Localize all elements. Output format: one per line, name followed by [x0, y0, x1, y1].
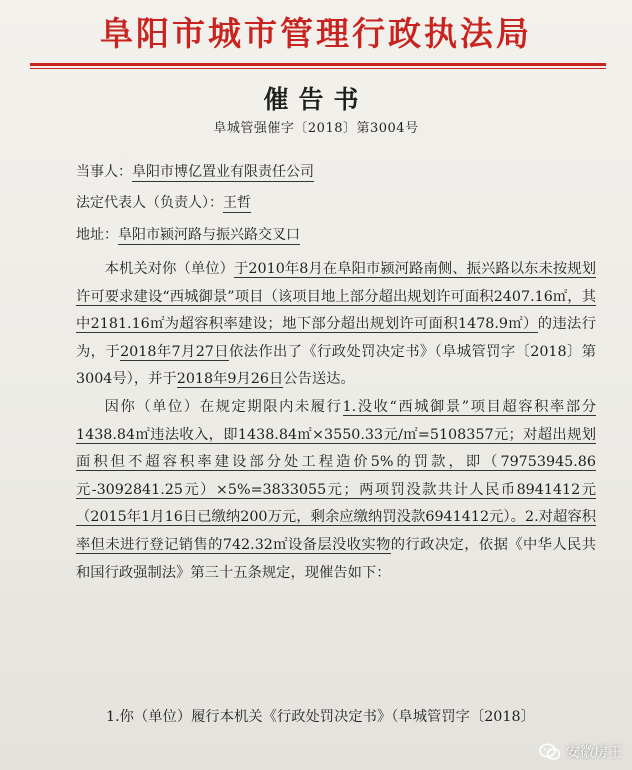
p1-notice-date: 2018年9月26日 [176, 371, 284, 388]
paragraph-1 [76, 256, 596, 394]
address-field [76, 224, 300, 244]
document-title: 催告书 [263, 85, 369, 114]
document-body [76, 256, 596, 587]
p1-text-b: 的违法行为，于 [76, 316, 596, 360]
party-value: 阜阳市博亿置业有限责任公司 [132, 164, 314, 180]
p2-text-a: 因你（单位）在规定期限内未履行 [104, 398, 343, 415]
party-field [76, 161, 314, 181]
address-value: 阜阳市颍河路与振兴路交叉口 [118, 227, 300, 243]
party-label: 当事人： [76, 164, 132, 180]
representative-field [76, 192, 251, 212]
p1-decision-date: 2018年7月27日 [120, 343, 229, 360]
p1-text-a: 本机关对你（单位） [104, 261, 235, 277]
p1-text-c: 依法作出了《行政处罚决定书》（阜城管罚字〔2018〕第3004号），并于 [76, 343, 596, 388]
wechat-icon [539, 743, 561, 761]
demand-item-1: 1.你（单位）履行本机关《行政处罚决定书》（阜城管罚字〔2018〕 [106, 709, 535, 725]
agency-header: 阜阳市城市管理行政执法局 [100, 14, 532, 53]
watermark-text: 安徽房王 [566, 745, 622, 761]
p2-text-b: 的行政决定，依据《中华人民共和国行政强制法》第三十五条规定，现催告如下： [76, 536, 597, 581]
p2-penalty-details: 1.没收“西城御景”项目超容积率部分1438.84㎡违法收入，即1438.84㎡×3550.33元/㎡=5108357元；对超出规划面积但不超容积率建设部分处工程造价5%的罚款，即（79753945.86元-3092841.25元）×5%=3833055元；两项罚没款共计人民币8941412元（2015年1月16日已缴纳200万元，剩余应缴纳罚没款6941412元）。2.对超容积率但未进行登记销售的742.32㎡设备层没收实物 [76, 398, 596, 553]
document-number: 阜城管强催字〔2018〕第3004号 [213, 121, 419, 136]
p1-text-d: 公告送达。 [283, 371, 355, 388]
representative-label: 法定代表人（负责人）： [76, 195, 223, 211]
paragraph-2 [76, 394, 596, 587]
address-label: 地址： [76, 227, 118, 243]
header-rule-thin [30, 68, 606, 69]
p1-violation-description: 于2010年8月在阜阳市颍河路南侧、振兴路以东未按规划许可要求建设“西城御景”项目（该项目地上部分超出规划许可面积2407.16㎡，其中2181.16㎡为超容积率建设；地下部分超出规划许可面积1478.9㎡） [76, 261, 596, 333]
representative-value: 王哲 [223, 195, 251, 211]
watermark [539, 742, 622, 762]
header-rule-thick [30, 63, 606, 66]
